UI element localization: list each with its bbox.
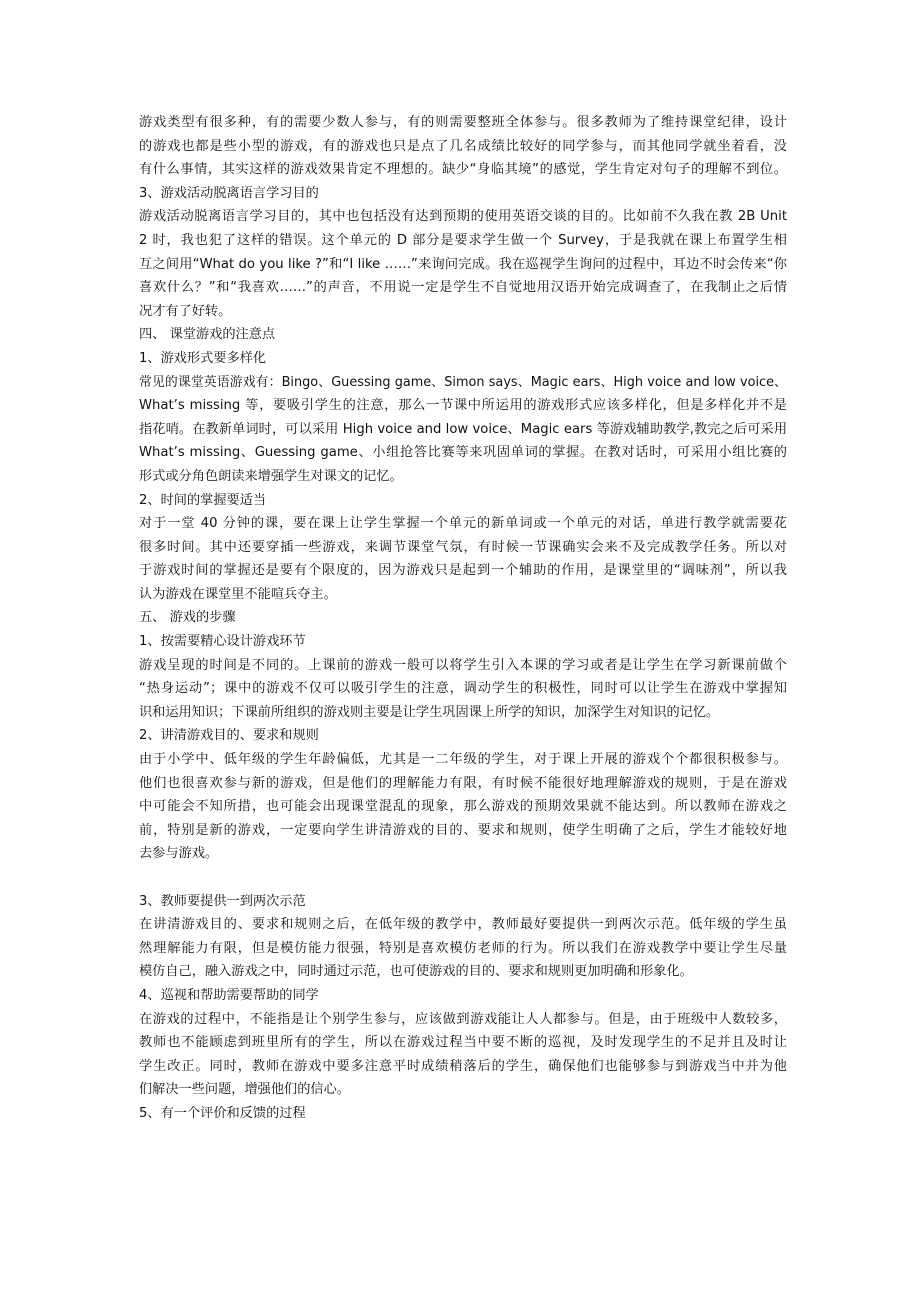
paragraph-line: 游戏呈现的时间是不同的。上课前的游戏一般可以将学生引入本课的学习或者是让学生在学习新课前做个 — [139, 657, 787, 673]
paragraph-line: 况才有了好转。 — [139, 303, 232, 319]
paragraph-line: 互之间用“What do you like ?”和“I like ……”来询问完成。我在巡视学生询问的过程中，耳边不时会传来“你 — [139, 256, 787, 272]
section-heading: 3、教师要提供一到两次示范 — [139, 893, 306, 909]
paragraph-line: 中可能会不知所措，也可能会出现课堂混乱的现象，那么游戏的预期效果就不能达到。所以教师在游戏之 — [139, 799, 787, 815]
paragraph-line: What’s missing 等，要吸引学生的注意，那么一节课中所运用的游戏形式应该多样化，但是多样化并不是 — [139, 398, 787, 414]
paragraph-line: 去参与游戏。 — [139, 846, 219, 862]
paragraph-line: 模仿自己，融入游戏之中，同时通过示范，也可使游戏的目的、要求和规则更加明确和形象化。 — [139, 964, 693, 980]
document-body — [139, 111, 787, 1126]
section-heading: 4、巡视和帮助需要帮助的同学 — [139, 987, 319, 1003]
paragraph-line: 对于一堂 40 分钟的课，要在课上让学生掌握一个单元的新单词或一个单元的对话，单进行教学就需要花 — [139, 516, 787, 532]
section-heading: 五、 游戏的步骤 — [139, 610, 236, 626]
section-heading: 2、讲清游戏目的、要求和规则 — [139, 728, 319, 744]
paragraph-line: 认为游戏在课堂里不能喧兵夺主。 — [139, 586, 337, 602]
paragraph-line: 由于小学中、低年级的学生年龄偏低，尤其是一二年级的学生，对于课上开展的游戏个个都很积极参与。 — [139, 752, 787, 768]
paragraph-line: 在游戏的过程中，不能指是让个别学生参与，应该做到游戏能让人人都参与。但是，由于班级中人数较多， — [139, 1011, 787, 1027]
paragraph-line: 有什么事情，其实这样的游戏效果肯定不理想的。缺少“身临其境”的感觉，学生肯定对句子的理解不到位。 — [139, 162, 787, 178]
paragraph-line: 们解决一些问题，增强他们的信心。 — [139, 1082, 350, 1098]
paragraph-line: 在讲清游戏目的、要求和规则之后，在低年级的教学中，教师最好要提供一到两次示范。低年级的学生虽 — [139, 917, 787, 933]
paragraph-line: 游戏类型有很多种，有的需要少数人参与，有的则需要整班全体参与。很多教师为了维持课堂纪律，设计 — [139, 115, 787, 130]
paragraph-line: 指花哨。在教新单词时，可以采用 High voice and low voice、Magic ears 等游戏辅助教学,教完之后可采用 — [139, 421, 787, 437]
section-heading: 2、时间的掌握要适当 — [139, 492, 267, 508]
section-heading: 四、 课堂游戏的注意点 — [139, 327, 276, 343]
paragraph-line: 2 时，我也犯了这样的错误。这个单元的 D 部分是要求学生做一个 Survey，于是我就在课上布置学生相 — [139, 232, 787, 248]
paragraph-line: “热身运动”；课中的游戏不仅可以吸引学生的注意，调动学生的积极性，同时可以让学生在游戏中掌握知 — [139, 681, 787, 697]
paragraph-line: 他们也很喜欢参与新的游戏，但是他们的理解能力有限，有时候不能很好地理解游戏的规则，于是在游戏 — [139, 775, 787, 791]
section-heading: 1、游戏形式要多样化 — [139, 350, 267, 366]
paragraph-line: 然理解能力有限，但是模仿能力很强，特别是喜欢模仿老师的行为。所以我们在游戏教学中要让学生尽量 — [139, 940, 787, 956]
paragraph-line: 前，特别是新的游戏，一定要向学生讲清游戏的目的、要求和规则，使学生明确了之后，学生才能较好地 — [139, 822, 787, 838]
paragraph-line: 的游戏也都是些小型的游戏，有的游戏也只是点了几名成绩比较好的同学参与，而其他同学就坐着看，没 — [139, 138, 787, 154]
paragraph-line: 学生改正。同时，教师在游戏中要多注意平时成绩稍落后的学生，确保他们也能够参与到游戏当中并为他 — [139, 1058, 787, 1074]
paragraph-line: 于游戏时间的掌握还是要有个限度的，因为游戏只是起到一个辅助的作用，是课堂里的“调味剂”，所以我 — [139, 563, 787, 579]
paragraph-line: What’s missing、Guessing game、小组抢答比赛等来巩固单词的掌握。在教对话时，可采用小组比赛的 — [139, 445, 787, 461]
section-heading: 3、游戏活动脱离语言学习目的 — [139, 185, 319, 201]
paragraph-line: 形式或分角色朗读来增强学生对课文的记忆。 — [139, 468, 403, 484]
paragraph-line: 教师也不能顾虑到班里所有的学生，所以在游戏过程当中要不断的巡视，及时发现学生的不足并且及时让 — [139, 1035, 787, 1051]
paragraph-line: 常见的课堂英语游戏有：Bingo、Guessing game、Simon says、Magic ears、High voice and low voice、 — [139, 374, 787, 390]
blank-line — [139, 866, 787, 890]
paragraph-line: 喜欢什么？”和“我喜欢……”的声音，不用说一定是学生不自觉地用汉语开始完成调查了，在我制止之后情 — [139, 280, 787, 296]
paragraph-line: 游戏活动脱离语言学习目的，其中也包括没有达到预期的使用英语交谈的目的。比如前不久我在教 2B Unit — [139, 209, 787, 225]
section-heading: 1、按需要精心设计游戏环节 — [139, 634, 306, 650]
paragraph-line: 识和运用知识；下课前所组织的游戏则主要是让学生巩固课上所学的知识，加深学生对知识的记忆。 — [139, 704, 720, 720]
section-heading: 5、有一个评价和反馈的过程 — [139, 1105, 306, 1121]
paragraph-line: 很多时间。其中还要穿插一些游戏，来调节课堂气氛，有时候一节课确实会来不及完成教学任务。所以对 — [139, 539, 787, 555]
